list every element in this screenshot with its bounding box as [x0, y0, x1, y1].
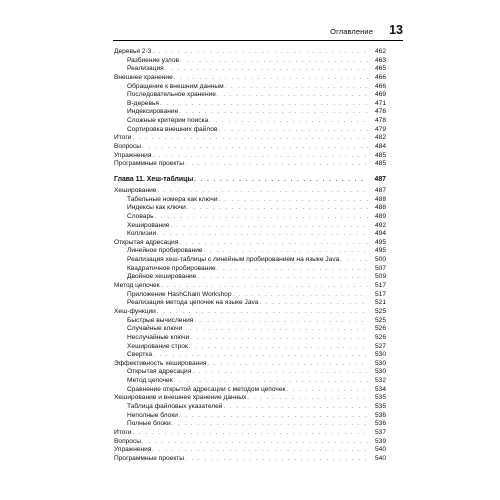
toc-entry-page: 530: [374, 359, 386, 367]
toc-entry-page: 521: [374, 299, 386, 307]
toc-entry[interactable]: [114, 325, 386, 334]
toc-entry-label: Неслучайные ключи: [127, 333, 190, 341]
toc-entry-label: Двойное хеширование: [127, 273, 197, 281]
toc-entry[interactable]: [114, 317, 386, 326]
toc-entry-label: Индексы как ключи: [127, 204, 186, 212]
leader-dots: [179, 239, 368, 248]
toc-entry-page: 485: [374, 160, 386, 168]
leader-dots: [197, 273, 368, 282]
toc-entry-page: 465: [374, 65, 386, 73]
leader-dots: [183, 325, 368, 334]
toc-entry-label: Хеш-функции: [114, 307, 156, 315]
leader-dots: [217, 265, 368, 274]
toc-entry-label: Коллизии: [127, 230, 157, 238]
toc-entry-page: 527: [374, 342, 386, 350]
toc-entry[interactable]: [114, 213, 386, 222]
toc-entry-page: 500: [374, 256, 386, 264]
toc-entry[interactable]: [114, 291, 386, 300]
toc-entry[interactable]: [114, 351, 386, 360]
toc-entry-label: Квадратичное пробирование: [127, 264, 216, 272]
toc-entry-page: 492: [374, 221, 386, 229]
toc-entry[interactable]: [114, 48, 386, 57]
toc-entry-label: Упражнения: [114, 446, 152, 454]
leader-dots: [179, 412, 368, 421]
toc-entry[interactable]: [114, 429, 386, 438]
leader-dots: [225, 83, 368, 92]
toc-entry[interactable]: [114, 403, 386, 412]
leader-dots: [160, 100, 368, 109]
toc-entry-page: 526: [374, 333, 386, 341]
toc-entry-label: Словарь: [127, 212, 154, 220]
leader-dots: [153, 351, 368, 360]
leader-dots: [286, 386, 368, 395]
toc-entry-page: 463: [374, 56, 386, 64]
leader-dots: [161, 282, 368, 291]
toc-entry-page: 488: [374, 204, 386, 212]
toc-entry-label: Программные проекты: [114, 454, 185, 462]
leader-dots: [174, 74, 368, 83]
toc-entry-label: Итоги: [114, 428, 132, 436]
leader-dots: [217, 91, 368, 100]
toc-entry-page: 526: [374, 325, 386, 333]
leader-dots: [157, 187, 368, 196]
toc-entry[interactable]: [114, 368, 386, 377]
toc-entry-page: 532: [374, 377, 386, 385]
toc-entry-chapter[interactable]: [114, 175, 386, 185]
toc-entry-page: 466: [374, 73, 386, 81]
toc-entry-label: Хеширование и внешнее хранение данных: [114, 394, 247, 402]
toc-entry-page: 539: [374, 437, 386, 445]
leader-dots: [204, 247, 368, 256]
leader-dots: [209, 117, 368, 126]
toc-entry-page: 507: [374, 264, 386, 272]
toc-entry-label: Сложные критерии поиска: [127, 117, 209, 125]
leader-dots: [132, 134, 368, 143]
toc-entry-page: 495: [374, 238, 386, 246]
toc-entry-page: 517: [374, 282, 386, 290]
leader-dots: [208, 360, 368, 369]
leader-dots: [165, 65, 368, 74]
toc-entry[interactable]: [114, 334, 386, 343]
toc-entry-page: 536: [374, 411, 386, 419]
toc-entry[interactable]: [114, 394, 386, 403]
leader-dots: [152, 446, 368, 455]
leader-dots: [190, 334, 368, 343]
toc-entry-label: Сравнение открытой адресации с методом цепочек: [127, 385, 286, 393]
toc-entry[interactable]: [114, 446, 386, 455]
toc-entry[interactable]: [114, 420, 386, 429]
toc-entry-label: Открытая адресация: [127, 368, 192, 376]
toc-entry[interactable]: [114, 377, 386, 386]
toc-entry[interactable]: [114, 360, 386, 369]
toc-entry-label: Реализация: [127, 65, 164, 73]
toc-entry-page: 479: [374, 125, 386, 133]
toc-entry-page: 517: [374, 290, 386, 298]
toc-entry-label: B-деревья: [127, 99, 159, 107]
toc-entry[interactable]: [114, 143, 386, 152]
toc-entry[interactable]: [114, 117, 386, 126]
toc-entry-page: 540: [374, 454, 386, 462]
toc-entry[interactable]: [114, 57, 386, 66]
leader-dots: [219, 196, 368, 205]
toc-entry[interactable]: [114, 343, 386, 352]
toc-entry-label: Реализация метода цепочек на языке Java: [127, 299, 259, 307]
toc-entry-page: 530: [374, 351, 386, 359]
toc-entry-label: Реализация хеш-таблицы с линейным пробированием на языке Java: [127, 256, 340, 264]
toc-entry[interactable]: [114, 256, 386, 265]
leader-dots: [142, 143, 368, 152]
toc-entry[interactable]: [114, 108, 386, 117]
toc-entry-label: Вопросы: [114, 437, 142, 445]
toc-entry-label: Быстрые вычисления: [127, 316, 194, 324]
toc-entry-label: Вопросы: [114, 143, 142, 151]
leader-dots: [247, 394, 368, 403]
toc-entry[interactable]: [114, 273, 386, 282]
toc-entry-page: 537: [374, 428, 386, 436]
leader-dots: [340, 256, 368, 265]
toc-entry-label: Хеширование строк: [127, 342, 188, 350]
toc-entry[interactable]: [114, 100, 386, 109]
leader-dots: [155, 213, 368, 222]
leader-dots: [218, 126, 368, 135]
leader-dots: [185, 455, 368, 464]
toc-entry-label: Линейное пробирование: [127, 247, 203, 255]
leader-dots: [192, 368, 368, 377]
toc-entry-page: 476: [374, 108, 386, 116]
toc-entry[interactable]: [114, 438, 386, 447]
leader-dots: [157, 308, 368, 317]
toc-entry-page: 525: [374, 307, 386, 315]
toc-entry[interactable]: [114, 230, 386, 239]
toc-entry-page: 471: [374, 99, 386, 107]
leader-dots: [174, 377, 368, 386]
leader-dots: [233, 291, 368, 300]
leader-dots: [152, 48, 368, 57]
toc-entry-label: Программные проекты: [114, 160, 185, 168]
toc-entry-page: 509: [374, 273, 386, 281]
leader-dots: [132, 429, 368, 438]
toc-entry[interactable]: [114, 187, 386, 196]
toc-entry[interactable]: [114, 386, 386, 395]
toc-entry[interactable]: [114, 65, 386, 74]
toc-entry-label: Случайные ключи: [127, 325, 183, 333]
toc-entry[interactable]: [114, 282, 386, 291]
toc-entry[interactable]: [114, 196, 386, 205]
running-header: [113, 24, 403, 41]
toc-entry-label: Полные блоки: [127, 420, 171, 428]
toc-entry[interactable]: [114, 222, 386, 231]
toc-entry-label: Приложение HashChain Workshop: [127, 290, 232, 298]
leader-dots: [194, 317, 368, 326]
toc-entry-label: Неполные блоки: [127, 411, 178, 419]
toc-entry[interactable]: [114, 74, 386, 83]
toc-entry-page: 534: [374, 385, 386, 393]
toc-entry-page: 495: [374, 247, 386, 255]
toc-entry[interactable]: [114, 247, 386, 256]
toc-entry-label: Хеширование: [127, 221, 170, 229]
toc-entry-label: Хеширование: [114, 187, 157, 194]
toc-entry[interactable]: [114, 299, 386, 308]
toc-entry[interactable]: [114, 91, 386, 100]
toc-entry-page: 535: [374, 394, 386, 402]
toc-entry[interactable]: [114, 412, 386, 421]
toc-entry[interactable]: [114, 308, 386, 317]
toc-entry-label: Внешнее хранение: [114, 73, 173, 81]
running-header-title: Оглавление: [330, 27, 373, 36]
leader-dots: [157, 230, 368, 239]
toc-entry[interactable]: [114, 83, 386, 92]
toc-entry-label: Эффективность хеширования: [114, 359, 207, 367]
leader-dots: [223, 403, 368, 412]
toc-entry-page: 525: [374, 316, 386, 324]
toc-entry-label: Глава 11. Хеш-таблицы: [114, 176, 194, 183]
toc-entry-label: Разбиение узлов: [127, 56, 180, 64]
leader-dots: [194, 175, 368, 185]
toc-entry-label: Табельные номера как ключи: [127, 195, 218, 203]
leader-dots: [142, 438, 368, 447]
toc-entry-page: 535: [374, 403, 386, 411]
toc-entry-page: 478: [374, 117, 386, 125]
toc-entry-page: 482: [374, 134, 386, 142]
toc-entry-page: 488: [374, 195, 386, 203]
toc-entry-page: 536: [374, 420, 386, 428]
leader-dots: [185, 160, 368, 169]
toc-entry-page: 489: [374, 212, 386, 220]
toc-entry-page: 540: [374, 446, 386, 454]
toc-entry[interactable]: [114, 160, 386, 169]
toc-entry-page: 530: [374, 368, 386, 376]
toc-entry-label: Свертка: [127, 351, 153, 359]
toc-entry-label: Обращение к внешним данным: [127, 82, 224, 90]
page-number: 13: [389, 23, 403, 37]
leader-dots: [179, 108, 368, 117]
leader-dots: [152, 152, 368, 161]
toc-entry-label: Итоги: [114, 134, 132, 142]
toc-entry[interactable]: [114, 134, 386, 143]
toc-section-bottom: [114, 187, 386, 464]
toc-entry-label: Открытая адресация: [114, 238, 179, 246]
toc-entry[interactable]: [114, 152, 386, 161]
toc-entry-page: 462: [374, 48, 386, 55]
toc-entry-label: Индексирование: [127, 108, 179, 116]
leader-dots: [259, 299, 368, 308]
toc-entry-label: Метод цепочек: [114, 282, 160, 290]
toc-entry-label: Таблица файловых указателей: [127, 403, 223, 411]
chapter-heading: [114, 175, 386, 185]
leader-dots: [187, 204, 368, 213]
toc-entry-label: Метод цепочек: [127, 377, 173, 385]
toc-entry-label: Деревья 2-3: [114, 48, 152, 55]
toc-entry-page: 487: [374, 187, 386, 194]
toc-entry-label: Последовательное хранение: [127, 91, 216, 99]
toc-entry-page: 494: [374, 230, 386, 238]
leader-dots: [189, 343, 368, 352]
toc-entry-page: 485: [374, 151, 386, 159]
toc-entry-page: 484: [374, 143, 386, 151]
leader-dots: [172, 420, 368, 429]
toc-entry-page: 469: [374, 91, 386, 99]
toc-entry-label: Упражнения: [114, 151, 152, 159]
toc-entry[interactable]: [114, 126, 386, 135]
toc-section-top: [114, 48, 386, 169]
toc-entry-page: 487: [374, 176, 386, 183]
toc-entry[interactable]: [114, 204, 386, 213]
toc-entry-label: Сортировка внешних файлов: [127, 125, 218, 133]
toc-entry-page: 466: [374, 82, 386, 90]
toc-entry[interactable]: [114, 455, 386, 464]
leader-dots: [180, 57, 368, 66]
leader-dots: [170, 222, 368, 231]
